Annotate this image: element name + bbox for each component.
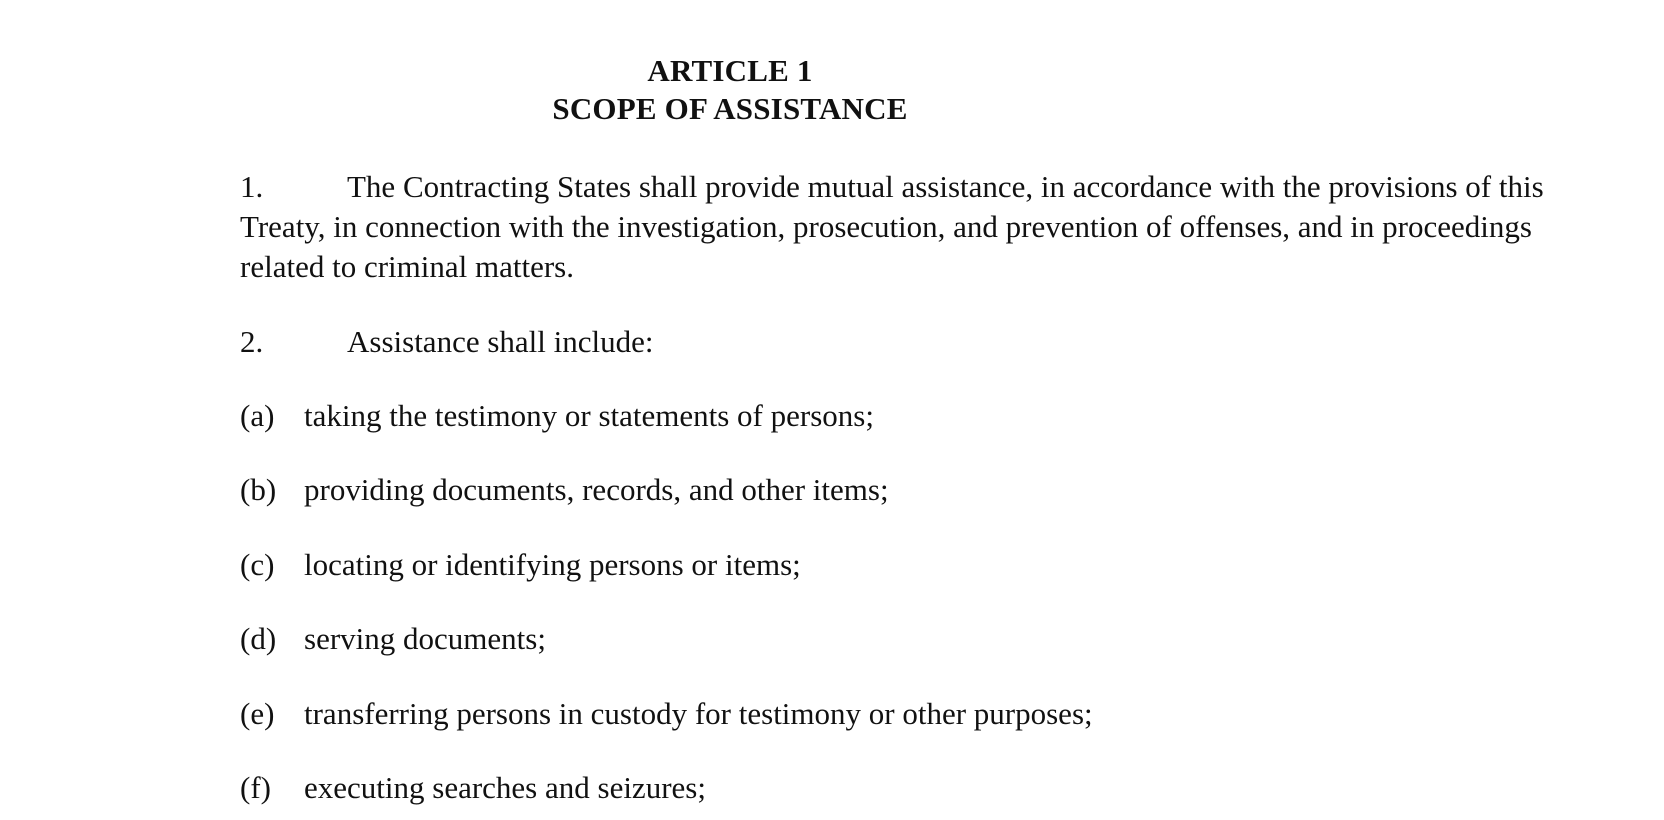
list-item-a bbox=[240, 396, 1570, 436]
list-item-text: locating or identifying persons or items; bbox=[304, 547, 801, 582]
list-item-b bbox=[240, 470, 1570, 510]
paragraph-1 bbox=[240, 167, 1570, 287]
paragraph-text: Assistance shall include: bbox=[347, 324, 654, 359]
list-item-f bbox=[240, 768, 1570, 808]
list-item-e bbox=[240, 694, 1570, 734]
list-item-text: executing searches and seizures; bbox=[304, 770, 706, 805]
article-heading: ARTICLE 1 bbox=[647, 53, 813, 88]
list-item-c bbox=[240, 545, 1570, 585]
list-item-label: (d) bbox=[240, 621, 277, 656]
list-item-d bbox=[240, 619, 1570, 659]
article-subheading: SCOPE OF ASSISTANCE bbox=[552, 91, 908, 126]
list-item-label: (f) bbox=[240, 770, 271, 805]
paragraph-number: 1. bbox=[240, 169, 264, 204]
list-item-text: serving documents; bbox=[304, 621, 546, 656]
list-item-text: transferring persons in custody for testimony or other purposes; bbox=[304, 696, 1093, 731]
paragraph-text: The Contracting States shall provide mutual assistance, in accordance with the provisions of this Treaty, in connection with the investigation, prosecution, and prevention of offenses, and in proceedings related to criminal matters. bbox=[240, 169, 1544, 284]
list-item-label: (c) bbox=[240, 547, 275, 582]
paragraph-2 bbox=[240, 322, 1570, 362]
paragraph-number: 2. bbox=[240, 324, 264, 359]
list-item-label: (e) bbox=[240, 696, 275, 731]
list-item-label: (a) bbox=[240, 398, 275, 433]
list-item-text: taking the testimony or statements of persons; bbox=[304, 398, 874, 433]
list-item-text: providing documents, records, and other items; bbox=[304, 472, 889, 507]
list-item-label: (b) bbox=[240, 472, 277, 507]
